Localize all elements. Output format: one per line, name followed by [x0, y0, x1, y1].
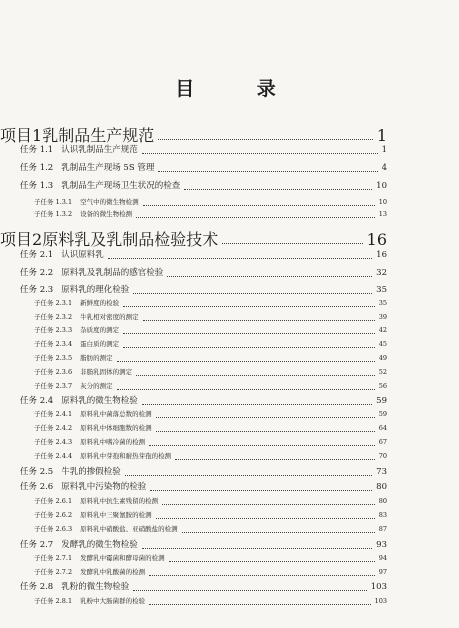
dot-leader: [142, 152, 378, 154]
toc-entry-page-number: 42: [378, 326, 387, 334]
toc-entry-task: [20, 468, 387, 477]
dot-leader: [156, 430, 375, 432]
dot-leader: [156, 517, 375, 519]
dot-leader: [136, 216, 375, 218]
toc-entry-title: 脂肪的测定: [80, 354, 113, 362]
toc-entry-title: 乳制品生产规范: [42, 126, 155, 145]
toc-entry-label: 子任务 2.3.4: [34, 340, 73, 348]
dot-leader: [123, 305, 375, 307]
toc-entry-label: 子任务 1.3.2: [34, 210, 73, 218]
toc-entry-sub: [34, 369, 387, 376]
toc-entry-page-number: 16: [366, 230, 387, 249]
toc-entry-label: 任务 2.1: [20, 250, 54, 260]
toc-entry-label: 子任务 2.3.5: [34, 354, 73, 362]
toc-entry-label: 任务 2.6: [20, 482, 54, 492]
toc-entry-sub: [34, 199, 387, 206]
toc-entry-sub: [34, 211, 387, 218]
toc-entry-sub: [34, 355, 387, 362]
toc-entry-label: 子任务 2.4.3: [34, 438, 73, 446]
dot-leader: [169, 560, 375, 562]
dot-leader: [125, 474, 372, 476]
toc-entry-sub: [34, 569, 387, 576]
dot-leader: [117, 360, 375, 362]
dot-leader: [133, 589, 367, 591]
toc-entry-page-number: 16: [376, 250, 387, 260]
toc-entry-title: 认识乳制品生产规范: [61, 145, 138, 155]
toc-entry-title: 乳制品生产现场卫生状况的检查: [61, 181, 181, 191]
dot-leader: [149, 444, 375, 446]
toc-entry-title: 原料乳中抗生素残留的检测: [80, 497, 159, 505]
toc-entry-label: 子任务 2.3.7: [34, 382, 73, 390]
toc-entry-title: 发酵乳中乳酸菌的检测: [80, 568, 146, 576]
toc-entry-label: 子任务 2.7.2: [34, 568, 73, 576]
dot-leader: [108, 257, 372, 259]
dot-leader: [123, 332, 375, 334]
toc-entry-page-number: 32: [376, 268, 387, 278]
toc-entry-label: 子任务 2.3.2: [34, 313, 73, 321]
toc-entry-page-number: 10: [376, 181, 387, 191]
toc-entry-page-number: 64: [378, 424, 387, 432]
dot-leader: [158, 138, 373, 140]
toc-entry-page-number: 73: [376, 467, 387, 477]
toc-entry-title: 原料乳的微生物检验: [61, 396, 138, 406]
toc-entry-label: 子任务 2.6.2: [34, 511, 73, 519]
toc-entry-label: 任务 2.3: [20, 285, 54, 295]
toc-entry-label: 子任务 2.8.1: [34, 597, 73, 605]
dot-leader: [167, 275, 372, 277]
toc-entry-label: 项目1: [0, 126, 43, 145]
toc-entry-page-number: 93: [376, 540, 387, 550]
toc-entry-sub: [34, 300, 387, 307]
dot-leader: [222, 242, 362, 244]
toc-entry-label: 任务 2.5: [20, 467, 54, 477]
toc-entry-title: 设备的微生物检测: [80, 210, 133, 218]
toc-entry-sub: [34, 453, 387, 460]
toc-entry-sub: [34, 555, 387, 562]
toc-entry-page-number: 1: [376, 126, 387, 145]
toc-entry-sub: [34, 439, 387, 446]
toc-entry-project: [0, 128, 387, 144]
toc-entry-label: 子任务 2.3.3: [34, 326, 73, 334]
toc-entry-title: 非脂乳固体的测定: [80, 368, 133, 376]
toc-entry-page-number: 10: [378, 198, 387, 206]
dot-leader: [184, 188, 372, 190]
toc-entry-page-number: 80: [376, 482, 387, 492]
toc-entry-sub: [34, 498, 387, 505]
toc-entry-label: 子任务 2.3.1: [34, 299, 73, 307]
toc-entry-sub: [34, 598, 387, 605]
toc-entry-page-number: 52: [378, 368, 387, 376]
toc-entry-label: 任务 1.3: [20, 181, 54, 191]
toc-entry-label: 任务 2.7: [20, 540, 54, 550]
toc-entry-task: [20, 251, 387, 260]
toc-entry-title: 原料乳中体细胞数的检测: [80, 424, 152, 432]
toc-entry-title: 乳粉中大肠菌群的检验: [80, 597, 146, 605]
toc-entry-label: 子任务 2.6.3: [34, 525, 73, 533]
toc-entry-sub: [34, 526, 387, 533]
toc-entry-page-number: 49: [378, 354, 387, 362]
toc-entry-page-number: 1: [381, 145, 387, 155]
toc-entry-sub: [34, 411, 387, 418]
toc-entry-page-number: 35: [378, 299, 387, 307]
toc-entry-label: 子任务 1.3.1: [34, 198, 73, 206]
dot-leader: [133, 292, 372, 294]
toc-entry-title: 原料乳中硝酸盐、亚硝酸盐的检测: [80, 525, 178, 533]
toc-entry-title: 原料乳中芽孢和耐热芽孢的检测: [80, 452, 172, 460]
toc-entry-sub: [34, 314, 387, 321]
toc-entry-page-number: 70: [378, 452, 387, 460]
toc-entry-title: 杂质度的测定: [80, 326, 120, 334]
dot-leader: [142, 403, 372, 405]
toc-entry-title: 牛乳相对密度的测定: [80, 313, 139, 321]
dot-leader: [182, 531, 375, 533]
toc-entry-task: [20, 269, 387, 278]
toc-entry-title: 牛乳的掺假检验: [61, 467, 121, 477]
dot-leader: [143, 319, 375, 321]
toc-entry-page-number: 97: [378, 568, 387, 576]
toc-entry-sub: [34, 512, 387, 519]
toc-entry-label: 子任务 2.4.2: [34, 424, 73, 432]
dot-leader: [149, 603, 370, 605]
dot-leader: [136, 374, 375, 376]
dot-leader: [143, 204, 375, 206]
toc-entry-task: [20, 397, 387, 406]
toc-entry-page-number: 83: [378, 511, 387, 519]
toc-entry-label: 任务 2.2: [20, 268, 54, 278]
toc-entry-page-number: 87: [378, 525, 387, 533]
toc-entry-sub: [34, 383, 387, 390]
toc-entry-label: 子任务 2.6.1: [34, 497, 73, 505]
toc-entry-label: 子任务 2.3.6: [34, 368, 73, 376]
toc-entry-task: [20, 583, 387, 592]
dot-leader: [123, 346, 375, 348]
toc-entry-task: [20, 164, 387, 173]
toc-entry-title: 空气中的微生物检测: [80, 198, 139, 206]
toc-entry-page-number: 59: [378, 410, 387, 418]
toc-entry-title: 原料乳及乳制品检验技术: [42, 230, 219, 249]
dot-leader: [142, 547, 372, 549]
toc-entry-page-number: 67: [378, 438, 387, 446]
toc-entry-sub: [34, 327, 387, 334]
toc-entry-title: 原料乳的理化检验: [61, 285, 130, 295]
toc-entry-page-number: 13: [378, 210, 387, 218]
toc-entry-page-number: 56: [378, 382, 387, 390]
toc-entry-page-number: 103: [374, 597, 387, 605]
toc-entry-task: [20, 483, 387, 492]
dot-leader: [150, 489, 372, 491]
toc-entry-title: 原料乳中三聚氰胺的检测: [80, 511, 152, 519]
toc-entry-title: 原料乳中嗜冷菌的检测: [80, 438, 146, 446]
dot-leader: [117, 388, 375, 390]
toc-entry-page-number: 103: [370, 582, 387, 592]
toc-entry-label: 任务 2.8: [20, 582, 54, 592]
toc-entry-title: 蛋白质的测定: [80, 340, 120, 348]
toc-entry-sub: [34, 425, 387, 432]
dot-leader: [175, 458, 375, 460]
toc-entry-title: 发酵乳的微生物检验: [61, 540, 138, 550]
toc-entry-title: 认识原料乳: [61, 250, 104, 260]
toc-entry-title: 新鲜度的检验: [80, 299, 120, 307]
toc-entry-title: 原料乳中菌落总数的检测: [80, 410, 152, 418]
page-title: 目 录: [175, 78, 304, 100]
toc-entry-label: 子任务 2.7.1: [34, 554, 73, 562]
toc-entry-page-number: 94: [378, 554, 387, 562]
toc-entry-page-number: 59: [376, 396, 387, 406]
toc-entry-task: [20, 541, 387, 550]
toc-entry-label: 任务 2.4: [20, 396, 54, 406]
toc-entry-task: [20, 182, 387, 191]
toc-entry-page-number: 35: [376, 285, 387, 295]
toc-entry-project: [0, 232, 387, 248]
toc-entry-label: 项目2: [0, 230, 43, 249]
toc-entry-label: 子任务 2.4.1: [34, 410, 73, 418]
toc-entry-title: 乳粉的微生物检验: [61, 582, 130, 592]
toc-entry-page-number: 45: [378, 340, 387, 348]
toc-entry-title: 发酵乳中霉菌和酵母菌的检测: [80, 554, 165, 562]
dot-leader: [162, 503, 375, 505]
toc-entry-page-number: 4: [381, 163, 387, 173]
toc-entry-title: 乳制品生产现场 5S 管理: [61, 163, 155, 173]
toc-entry-task: [20, 146, 387, 155]
dot-leader: [149, 574, 375, 576]
toc-entry-label: 任务 1.1: [20, 145, 54, 155]
toc-entry-page-number: 39: [378, 313, 387, 321]
toc-entry-title: 原料乳及乳制品的感官检验: [61, 268, 164, 278]
dot-leader: [156, 416, 375, 418]
toc-entry-page-number: 80: [378, 497, 387, 505]
toc-entry-title: 灰分的测定: [80, 382, 113, 390]
dot-leader: [158, 170, 377, 172]
toc-entry-sub: [34, 341, 387, 348]
toc-entry-label: 任务 1.2: [20, 163, 54, 173]
toc-entry-label: 子任务 2.4.4: [34, 452, 73, 460]
toc-entry-title: 原料乳中污染物的检验: [61, 482, 147, 492]
toc-entry-task: [20, 286, 387, 295]
